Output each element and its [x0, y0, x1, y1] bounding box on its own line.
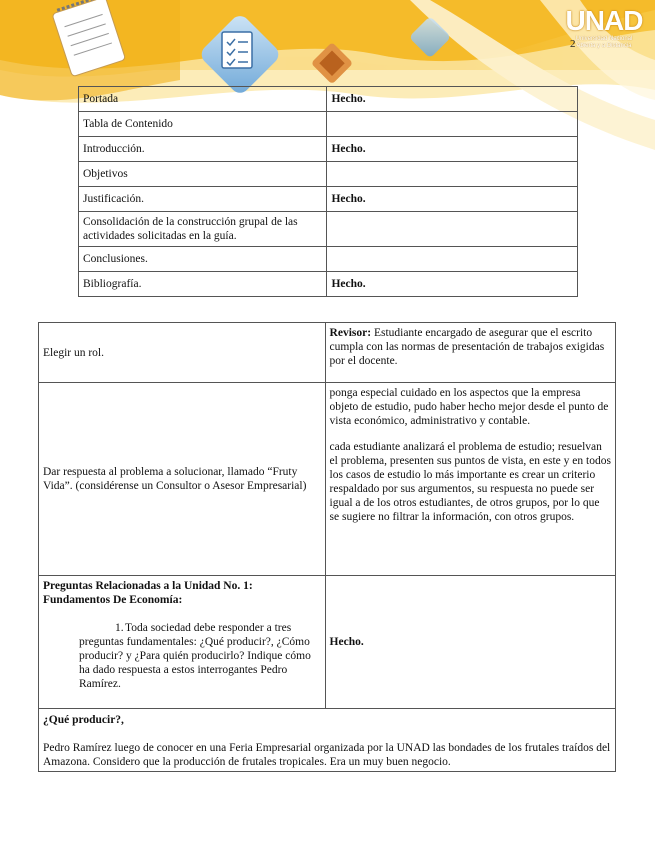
contents-item: Conclusiones.: [79, 247, 327, 272]
table-row: [39, 709, 616, 772]
contents-item: Objetivos: [79, 162, 327, 187]
checklist-icon: [222, 32, 252, 68]
table-row: [79, 247, 578, 272]
contents-item: Tabla de Contenido: [79, 112, 327, 137]
contents-item: Introducción.: [79, 137, 327, 162]
answer-cell: [39, 709, 616, 772]
contents-status: Hecho.: [327, 187, 578, 212]
contents-item: Justificación.: [79, 187, 327, 212]
answer-text: Pedro Ramírez luego de conocer en una Feria Empresarial organizada por la UNAD las bondades de los frutales traídos del Amazona. Considero que la producción de frutales tropicales. Era un muy buen negocio.: [43, 742, 611, 768]
table-row: [79, 137, 578, 162]
table-row: [79, 112, 578, 137]
question-number: 1.: [115, 622, 124, 634]
contents-status: Hecho.: [327, 272, 578, 297]
guidance-paragraph-2: cada estudiante analizará el problema de estudio; resuelvan el problema, presenten sus puntos de vista, en este y en todos los casos de estudio lo más importante es crear un criterio respaldado por sus argumentos, su respuesta no puede ser igual a de los otros estudiantes, de otros grupos, por lo que se sugiere no filtrar la información, con otros grupos.: [329, 441, 611, 523]
question-text: Toda sociedad debe responder a tres preguntas fundamentales: ¿Qué producir?, ¿Cómo producir? y ¿Para quién producirlo? Indique cómo ha dado respuesta a estos interrogantes Pedro Ramírez.: [79, 622, 311, 690]
role-label-cell: Elegir un rol.: [39, 323, 326, 383]
contents-status: [327, 212, 578, 247]
table-row: [79, 187, 578, 212]
questions-heading: Preguntas Relacionadas a la Unidad No. 1: Fundamentos De Economía:: [43, 580, 253, 606]
question-item: [43, 621, 321, 691]
problem-guidance-cell: [325, 383, 615, 576]
contents-status: Hecho.: [327, 87, 578, 112]
role-description: Estudiante encargado de asegurar que el escrito cumpla con las normas de presentación de trabajos exigidas por el docente.: [329, 327, 605, 367]
page-number: 2: [570, 38, 576, 50]
role-name: Revisor:: [329, 327, 372, 339]
guidance-paragraph-1: ponga especial cuidado en los aspectos que la empresa objeto de estudio, pudo haber hecho mejor desde el punto de vista económico, administrativo y contable.: [329, 387, 609, 427]
contents-item: Bibliografía.: [79, 272, 327, 297]
contents-status: Hecho.: [327, 137, 578, 162]
answer-heading: ¿Qué producir?,: [43, 714, 124, 726]
contents-status: [327, 247, 578, 272]
contents-status: [327, 162, 578, 187]
roles-table: [38, 322, 616, 772]
contents-item: Consolidación de la construcción grupal de las actividades solicitadas en la guía.: [79, 212, 327, 247]
contents-status: [327, 112, 578, 137]
question-status-cell: Hecho.: [325, 576, 615, 709]
unad-logo: UNAD Universidad Nacional Abierta y a Distancia: [565, 5, 643, 49]
table-row: [39, 576, 616, 709]
role-description-cell: [325, 323, 615, 383]
contents-item: Portada: [79, 87, 327, 112]
table-row: [39, 383, 616, 576]
table-row: [79, 212, 578, 247]
table-row: [79, 87, 578, 112]
table-row: [79, 272, 578, 297]
table-row: [79, 162, 578, 187]
table-row: [39, 323, 616, 383]
problem-prompt-cell: Dar respuesta al problema a solucionar, llamado “Fruty Vida”. (considérense un Consultor o Asesor Empresarial): [39, 383, 326, 576]
contents-table: [78, 86, 578, 297]
questions-cell: [39, 576, 326, 709]
